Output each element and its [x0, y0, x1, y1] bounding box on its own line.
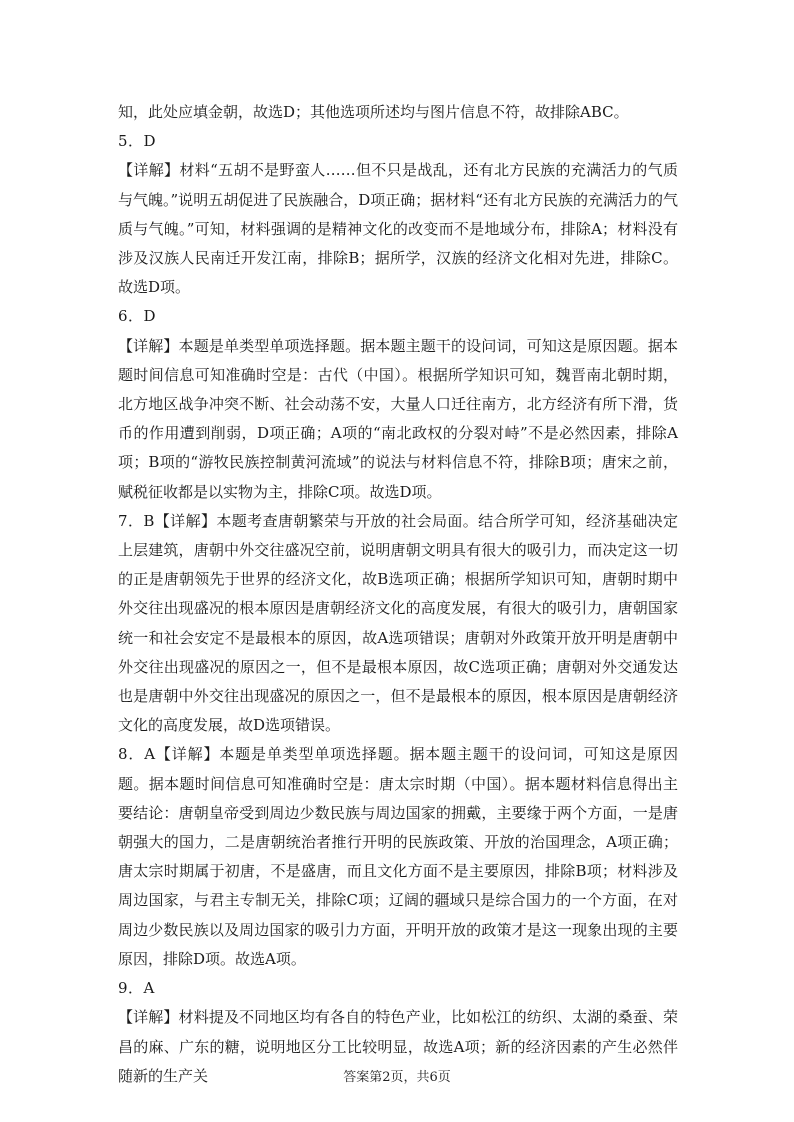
paragraph-continuation: 知，此处应填金朝，故选D；其他选项所述均与图片信息不符，故排除ABC。 [118, 103, 629, 121]
answer-content [118, 98, 678, 1091]
answer-explanation-7: 7．B【详解】本题考查唐朝繁荣与开放的社会局面。结合所学可知，经济基础决定上层建筑，唐朝中外交往盛况空前，说明唐朝文明具有很大的吸引力，而决定这一切的正是唐朝领先于世界的经济文化，故B选项正确；根据所学知识可知，唐朝时期中外交往出现盛况的根本原因是唐朝经济文化的高度发展，有很大的吸引力，唐朝国家统一和社会安定不是最根本的原因，故A选项错误；唐朝对外政策开放开明是唐朝中外交往出现盛况的原因之一，但不是最根本原因，故C选项正确；唐朝对外交通发达也是唐朝中外交往出现盛况的原因之一，但不是最根本的原因，根本原因是唐朝经济文化的高度发展，故D选项错误。 [118, 511, 678, 735]
answer-number-9: 9．A [118, 979, 155, 998]
explanation-5: 【详解】材料“五胡不是野蛮人……但不只是战乱，还有北方民族的充满活力的气质与气魄。”说明五胡促进了民族融合，D项正确；据材料“还有北方民族的充满活力的气质与气魄。”可知，材料强调的是精神文化的改变而不是地域分布，排除A；材料没有涉及汉族人民南迁开发江南，排除B；据所学，汉族的经济文化相对先进，排除C。故选D项。 [118, 161, 678, 297]
explanation-6: 【详解】本题是单类型单项选择题。据本题主题干的设问词，可知这是原因题。据本题时间信息可知准确时空是：古代（中国）。根据所学知识可知，魏晋南北朝时期，北方地区战争冲突不断、社会动荡不安，大量人口迁往南方，北方经济有所下滑，货币的作用遭到削弱，D项正确；A项的“南北政权的分裂对峙”不是必然因素，排除A项；B项的“游牧民族控制黄河流域”的说法与材料信息不符，排除B项；唐宋之前，赋税征收都是以实物为主，排除C项。故选D项。 [118, 336, 678, 501]
answer-number-5: 5．D [118, 132, 157, 151]
explanation-9: 【详解】材料提及不同地区均有各自的特色产业，比如松江的纺织、太湖的桑蚕、荣昌的麻、广东的糖，说明地区分工比较明显，故选A项；新的经济因素的产生必然伴随新的生产关 [118, 1008, 678, 1085]
answer-explanation-8: 8．A【详解】本题是单类型单项选择题。据本题主题干的设问词，可知这是原因题。据本题时间信息可知准确时空是：唐太宗时期（中国）。据本题材料信息得出主要结论：唐朝皇帝受到周边少数民族与周边国家的拥戴，主要缘于两个方面，一是唐朝强大的国力，二是唐朝统治者推行开明的民族政策、开放的治国理念，A项正确；唐太宗时期属于初唐，不是盛唐，而且文化方面不是主要原因，排除B项；材料涉及周边国家，与君主专制无关，排除C项；辽阔的疆域只是综合国力的一个方面，在对周边少数民族以及周边国家的吸引力方面，开明开放的政策才是这一现象出现的主要原因，排除D项。故选A项。 [118, 745, 678, 968]
page-footer: 答案第2页，共6页 [343, 1070, 451, 1085]
answer-number-6: 6．D [118, 307, 157, 326]
